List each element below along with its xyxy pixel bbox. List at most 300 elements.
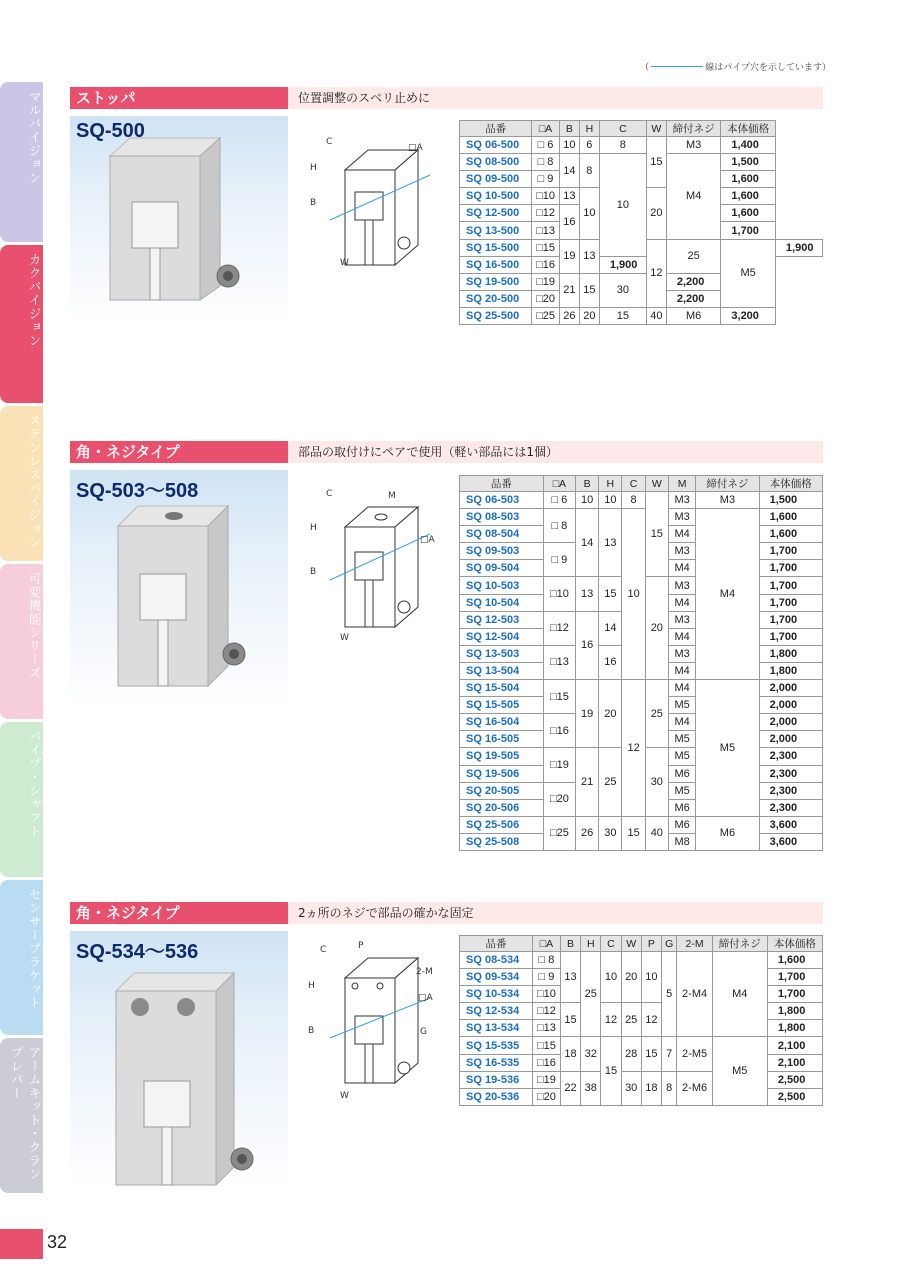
col-header: H [599, 476, 622, 492]
col-header: 2-M [677, 936, 712, 952]
cell-c: 15 [622, 816, 645, 850]
cell-h: 10 [579, 188, 599, 239]
cell-w: 25 [645, 680, 668, 748]
cell-p: 15 [641, 1037, 661, 1071]
cell-b: 13 [560, 952, 580, 1003]
cell-a: □ 9 [532, 171, 560, 188]
cell-b: 21 [559, 273, 579, 307]
part-number[interactable]: SQ 16-504 [460, 714, 544, 731]
side-tab-sensor[interactable]: センサーブラケット [0, 880, 43, 1035]
cell-price: 1,700 [759, 611, 822, 628]
model-name: SQ-503〜508 [76, 480, 199, 502]
side-tab-stainless[interactable]: ステンレスバイジョン [0, 406, 43, 561]
cell-screw: M5 [696, 680, 759, 817]
label-p: P [358, 941, 364, 951]
cell-w: 20 [646, 188, 666, 239]
cell-w: 25 [621, 1003, 641, 1037]
cell-price: 2,000 [759, 697, 822, 714]
col-header: B [576, 476, 599, 492]
label-2m: 2-M [416, 967, 433, 977]
model-name: SQ-534〜536 [76, 941, 199, 963]
table-row [460, 137, 823, 154]
cell-screw: M4 [696, 509, 759, 680]
side-tab-maru[interactable]: マルバイジョン [0, 82, 43, 242]
cell-h: 20 [579, 307, 599, 324]
col-header: M [668, 476, 695, 492]
cell-h: 38 [581, 1071, 601, 1105]
product-photo-sq503 [70, 470, 288, 710]
cell-a: □13 [532, 1020, 560, 1037]
side-tab-kaku[interactable]: カクバイジョン [0, 245, 43, 403]
cell-price: 1,900 [775, 239, 822, 256]
col-header: C [599, 121, 646, 137]
cell-c: 10 [599, 154, 646, 257]
label-h: H [308, 981, 315, 991]
cell-w: 40 [645, 816, 668, 850]
cell-g: 5 [662, 952, 677, 1037]
cell-c: 15 [599, 307, 646, 324]
label-b: B [308, 1026, 315, 1036]
cell-screw: M4 [712, 952, 767, 1037]
cell-a: □16 [532, 256, 560, 273]
blue-line-icon [651, 66, 703, 67]
label-w: W [340, 633, 349, 643]
section-tag: 角・ネジタイプ [70, 441, 288, 463]
cell-c: 12 [601, 1003, 621, 1037]
part-number[interactable]: SQ 06-503 [460, 492, 544, 509]
cell-price: 1,700 [759, 543, 822, 560]
label-w: W [340, 1091, 349, 1101]
cell-m: M4 [668, 714, 695, 731]
cell-screw: M4 [666, 154, 721, 239]
cell-a: □19 [532, 1071, 560, 1088]
cell-a: □10 [532, 188, 560, 205]
cell-2m: 2-M5 [677, 1037, 712, 1071]
cell-b: 15 [560, 1003, 580, 1037]
cell-w: 25 [666, 239, 721, 273]
cell-h: 6 [579, 137, 599, 154]
part-number[interactable]: SQ 10-534 [460, 986, 533, 1003]
part-number[interactable]: SQ 10-504 [460, 594, 544, 611]
part-number[interactable]: SQ 25-508 [460, 833, 544, 850]
section-tag: ストッパ [70, 87, 288, 109]
cell-price: 1,700 [767, 969, 822, 986]
cell-m: M4 [668, 594, 695, 611]
cell-price: 1,600 [721, 171, 776, 188]
cell-price: 2,300 [759, 748, 822, 765]
label-a: □A [418, 993, 433, 1003]
part-number[interactable]: SQ 15-505 [460, 697, 544, 714]
cell-h: 13 [599, 509, 622, 577]
cell-h: 15 [579, 273, 599, 307]
col-header: B [559, 121, 579, 137]
part-number[interactable]: SQ 13-503 [460, 645, 544, 662]
table-row [460, 307, 823, 324]
cell-a: □10 [532, 986, 560, 1003]
part-number[interactable]: SQ 19-505 [460, 748, 544, 765]
cell-h: 13 [579, 239, 599, 273]
cell-price: 2,100 [767, 1037, 822, 1054]
cell-price: 1,700 [767, 986, 822, 1003]
cell-b: 13 [576, 577, 599, 611]
part-number[interactable]: SQ 12-500 [460, 205, 532, 222]
part-number[interactable]: SQ 19-536 [460, 1071, 533, 1088]
cell-price: 2,500 [767, 1071, 822, 1088]
cell-2m: 2-M4 [677, 952, 712, 1037]
cell-a: □ 8 [532, 952, 560, 969]
cell-a: □13 [532, 222, 560, 239]
screw-block-icon [70, 470, 288, 710]
col-header: W [646, 121, 666, 137]
label-w: W [340, 258, 349, 268]
table-row [460, 680, 823, 697]
cell-price: 1,500 [759, 492, 822, 509]
cell-m: M5 [668, 782, 695, 799]
col-header: P [641, 936, 661, 952]
cell-a: □ 9 [543, 543, 575, 577]
table-row [460, 816, 823, 833]
spec-table-sq500 [459, 120, 823, 325]
cell-b: 26 [576, 816, 599, 850]
double-screw-block-icon [70, 931, 288, 1193]
cell-price: 1,700 [759, 560, 822, 577]
cell-a: □20 [532, 290, 560, 307]
cell-w: 15 [646, 137, 666, 188]
label-a: □A [420, 535, 435, 545]
product-photo-sq534 [70, 931, 288, 1193]
cell-a: □15 [532, 1037, 560, 1054]
cell-price: 2,200 [666, 273, 721, 290]
cell-w: 40 [646, 307, 666, 324]
cell-a: □12 [543, 611, 575, 645]
col-header: 本体価格 [721, 121, 776, 137]
cell-m: M6 [668, 799, 695, 816]
cell-c: 15 [601, 1037, 621, 1105]
cell-price: 1,600 [721, 188, 776, 205]
cell-a: □19 [532, 273, 560, 290]
cell-a: □12 [532, 205, 560, 222]
section-header-kaku-neji-2 [70, 902, 823, 924]
cell-w: 30 [645, 748, 668, 816]
label-a: □A [408, 143, 423, 153]
cell-c: 12 [646, 239, 666, 307]
dimension-diagram-sq534 [300, 938, 450, 1108]
cell-b: 10 [576, 492, 599, 509]
page-number-tab [0, 1229, 43, 1259]
page-number: 32 [47, 1232, 68, 1252]
cell-b: 21 [576, 748, 599, 816]
cell-price: 3,200 [721, 307, 776, 324]
part-number[interactable]: SQ 10-500 [460, 188, 532, 205]
table-row [460, 154, 823, 171]
col-header: 締付ネジ [696, 476, 759, 492]
cell-m: M8 [668, 833, 695, 850]
cell-price: 1,800 [767, 1020, 822, 1037]
table-row [460, 952, 823, 969]
label-c: C [320, 945, 327, 955]
part-number[interactable]: SQ 20-536 [460, 1088, 533, 1105]
part-number[interactable]: SQ 09-504 [460, 560, 544, 577]
cell-screw: M3 [696, 492, 759, 509]
cell-a: □12 [532, 1003, 560, 1020]
cell-price: 1,700 [759, 594, 822, 611]
cell-price: 1,500 [721, 154, 776, 171]
col-header: □A [532, 121, 560, 137]
cell-c: 8 [599, 137, 646, 154]
model-name: SQ-500 [76, 120, 145, 142]
cell-a: □10 [543, 577, 575, 611]
table-row [460, 492, 823, 509]
cell-a: □19 [543, 748, 575, 782]
cell-price: 1,600 [721, 205, 776, 222]
cell-g: 8 [662, 1071, 677, 1105]
col-header: 品番 [460, 476, 544, 492]
cell-screw: M6 [666, 307, 721, 324]
legend-text: 線はパイプ穴を示しています） [705, 63, 831, 73]
cell-w: 30 [621, 1071, 641, 1105]
cell-b: 22 [560, 1071, 580, 1105]
cell-price: 2,000 [759, 714, 822, 731]
side-tab-arm[interactable]: アームキット・クランプレバー [0, 1038, 43, 1193]
cell-price: 2,300 [759, 765, 822, 782]
col-header: W [621, 936, 641, 952]
cell-m: M5 [668, 731, 695, 748]
cell-price: 1,600 [767, 952, 822, 969]
cell-price: 2,000 [759, 680, 822, 697]
cell-m: M4 [668, 560, 695, 577]
spec-table-sq534 [459, 935, 823, 1106]
cell-b: 14 [559, 154, 579, 188]
cell-b: 26 [559, 307, 579, 324]
cell-m: M3 [668, 509, 695, 526]
part-number[interactable]: SQ 12-534 [460, 1003, 533, 1020]
cell-price: 1,600 [759, 526, 822, 543]
cell-a: □13 [543, 645, 575, 679]
part-number[interactable]: SQ 08-503 [460, 509, 544, 526]
part-number[interactable]: SQ 09-500 [460, 171, 532, 188]
part-number[interactable]: SQ 19-500 [460, 273, 532, 290]
cell-a: □ 8 [543, 509, 575, 543]
part-number[interactable]: SQ 16-535 [460, 1054, 533, 1071]
table-row [460, 1071, 823, 1088]
side-tab-pipe[interactable]: パイプ・シャフト [0, 722, 43, 877]
product-photo-sq500 [70, 116, 288, 326]
cell-a: □ 8 [532, 154, 560, 171]
cell-a: □15 [543, 680, 575, 714]
cell-m: M3 [668, 611, 695, 628]
section-description: 部品の取付けにペアで使用（軽い部品には1個） [298, 445, 558, 459]
cell-w: 20 [645, 577, 668, 680]
cell-2m: 2-M6 [677, 1071, 712, 1105]
cell-a: □25 [543, 816, 575, 850]
cell-a: □25 [532, 307, 560, 324]
cell-c: 8 [622, 492, 645, 509]
col-header: W [645, 476, 668, 492]
part-number[interactable]: SQ 15-500 [460, 239, 532, 256]
col-header: 品番 [460, 121, 532, 137]
cell-price: 3,600 [759, 816, 822, 833]
section-description: 2ヵ所のネジで部品の確かな固定 [298, 906, 474, 920]
cell-a: □ 6 [543, 492, 575, 509]
col-header: H [579, 121, 599, 137]
side-tab-kahen[interactable]: 可変機能シリーズ [0, 564, 43, 719]
col-header: □A [532, 936, 560, 952]
part-number[interactable]: SQ 15-504 [460, 680, 544, 697]
cell-screw: M3 [666, 137, 721, 154]
part-number[interactable]: SQ 16-500 [460, 256, 532, 273]
cell-p: 12 [641, 1003, 661, 1037]
cell-c: 12 [622, 680, 645, 817]
cell-m: M4 [668, 526, 695, 543]
cell-w: 20 [621, 952, 641, 1003]
cell-b: 14 [576, 509, 599, 577]
part-number[interactable]: SQ 09-503 [460, 543, 544, 560]
col-header: □A [543, 476, 575, 492]
cell-m: M3 [668, 577, 695, 594]
cell-g: 7 [662, 1037, 677, 1071]
cell-a: □20 [543, 782, 575, 816]
cell-b: 13 [559, 188, 579, 205]
col-header: 品番 [460, 936, 533, 952]
cell-w: 28 [621, 1037, 641, 1071]
cell-a: □15 [532, 239, 560, 256]
col-header: 締付ネジ [712, 936, 767, 952]
cell-price: 1,700 [759, 628, 822, 645]
cell-screw: M5 [721, 239, 776, 307]
spec-table-sq503 [459, 475, 823, 851]
cell-b: 16 [559, 205, 579, 239]
col-header: 本体価格 [767, 936, 822, 952]
part-number[interactable]: SQ 08-534 [460, 952, 533, 969]
cell-m: M5 [668, 748, 695, 765]
cell-price: 1,800 [759, 662, 822, 679]
cell-screw: M5 [712, 1037, 767, 1105]
cell-h: 25 [581, 952, 601, 1037]
dimension-diagram-sq500 [300, 130, 450, 290]
part-number[interactable]: SQ 20-506 [460, 799, 544, 816]
cell-price: 2,300 [759, 782, 822, 799]
part-number[interactable]: SQ 06-500 [460, 137, 532, 154]
col-header: H [581, 936, 601, 952]
cell-w: 30 [599, 273, 646, 307]
cell-h: 16 [599, 645, 622, 679]
col-header: G [662, 936, 677, 952]
cell-m: M3 [668, 645, 695, 662]
cell-price: 1,600 [759, 509, 822, 526]
cell-price: 1,900 [599, 256, 646, 273]
cell-h: 30 [599, 816, 622, 850]
label-g: G [420, 1027, 427, 1037]
cell-price: 1,700 [721, 222, 776, 239]
dimension-diagram-sq503 [300, 482, 450, 662]
part-number[interactable]: SQ 13-534 [460, 1020, 533, 1037]
part-number[interactable]: SQ 25-500 [460, 307, 532, 324]
label-c: C [326, 489, 333, 499]
cell-p: 10 [641, 952, 661, 1003]
cell-price: 2,200 [666, 290, 721, 307]
cell-p: 18 [641, 1071, 661, 1105]
cell-h: 15 [599, 577, 622, 611]
cell-m: M5 [668, 697, 695, 714]
cell-a: □16 [532, 1054, 560, 1071]
table-row [460, 1037, 823, 1054]
part-number[interactable]: SQ 19-506 [460, 765, 544, 782]
part-number[interactable]: SQ 12-503 [460, 611, 544, 628]
cell-c: 10 [601, 952, 621, 1003]
cell-b: 16 [576, 611, 599, 679]
cell-a: □20 [532, 1088, 560, 1105]
cell-m: M4 [668, 680, 695, 697]
cell-m: M3 [668, 543, 695, 560]
cell-m: M3 [668, 492, 695, 509]
cell-c: 10 [622, 509, 645, 680]
section-header-stopper [70, 87, 823, 109]
section-tag: 角・ネジタイプ [70, 902, 288, 924]
cell-h: 14 [599, 611, 622, 645]
part-number[interactable]: SQ 08-500 [460, 154, 532, 171]
pipe-hole-legend [640, 60, 831, 73]
part-number[interactable]: SQ 09-534 [460, 969, 533, 986]
table-row [460, 1003, 823, 1020]
col-header: C [601, 936, 621, 952]
part-number[interactable]: SQ 12-504 [460, 628, 544, 645]
cell-b: 10 [559, 137, 579, 154]
part-number[interactable]: SQ 15-535 [460, 1037, 533, 1054]
part-number[interactable]: SQ 13-500 [460, 222, 532, 239]
cell-h: 10 [599, 492, 622, 509]
cell-w: 15 [645, 492, 668, 577]
cell-price: 2,300 [759, 799, 822, 816]
cell-b: 19 [559, 239, 579, 273]
cell-screw: M6 [696, 816, 759, 850]
cell-price: 1,400 [721, 137, 776, 154]
label-b: B [310, 198, 317, 208]
part-number[interactable]: SQ 08-504 [460, 526, 544, 543]
legend-paren: （ [640, 63, 650, 73]
cell-h: 25 [599, 748, 622, 816]
part-number[interactable]: SQ 20-505 [460, 782, 544, 799]
cell-price: 1,700 [759, 577, 822, 594]
cell-price: 1,800 [767, 1003, 822, 1020]
cell-a: □16 [543, 714, 575, 748]
cell-price: 1,800 [759, 645, 822, 662]
cell-price: 2,100 [767, 1054, 822, 1071]
cell-b: 19 [576, 680, 599, 748]
section-header-kaku-neji [70, 441, 823, 463]
cell-m: M4 [668, 628, 695, 645]
part-number[interactable]: SQ 10-503 [460, 577, 544, 594]
cell-m: M6 [668, 765, 695, 782]
part-number[interactable]: SQ 16-505 [460, 731, 544, 748]
cell-h: 20 [599, 680, 622, 748]
cell-price: 3,600 [759, 833, 822, 850]
stopper-block-icon [70, 116, 288, 326]
label-b: B [310, 567, 317, 577]
part-number[interactable]: SQ 25-506 [460, 816, 544, 833]
cell-price: 2,500 [767, 1088, 822, 1105]
col-header: B [560, 936, 580, 952]
cell-a: □ 9 [532, 969, 560, 986]
col-header: 締付ネジ [666, 121, 721, 137]
cell-a: □ 6 [532, 137, 560, 154]
cell-price: 2,000 [759, 731, 822, 748]
part-number[interactable]: SQ 13-504 [460, 662, 544, 679]
part-number[interactable]: SQ 20-500 [460, 290, 532, 307]
col-header: C [622, 476, 645, 492]
label-c: C [326, 137, 333, 147]
cell-h: 32 [581, 1037, 601, 1071]
label-m: M [388, 491, 396, 501]
